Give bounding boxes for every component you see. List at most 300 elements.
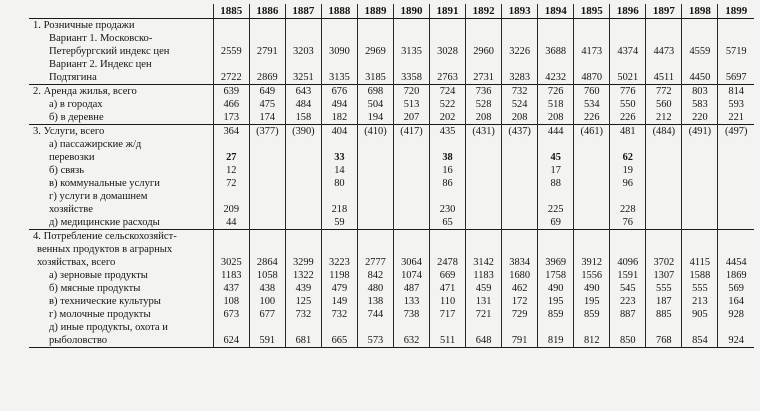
- value-cell: 110: [430, 295, 466, 308]
- value-cell: 673: [213, 308, 249, 321]
- value-cell: 1680: [502, 269, 538, 282]
- value-cell: [321, 32, 357, 45]
- year-header: 1885: [213, 4, 249, 19]
- value-cell: 2791: [249, 45, 285, 58]
- value-cell: 59: [321, 216, 357, 230]
- value-cell: 5697: [718, 71, 754, 85]
- value-cell: 172: [502, 295, 538, 308]
- value-cell: 38: [430, 151, 466, 164]
- value-cell: [357, 190, 393, 203]
- value-cell: [285, 321, 321, 334]
- value-cell: [574, 164, 610, 177]
- value-cell: [682, 19, 718, 33]
- row-label: Петербургский индекс цен: [49, 46, 170, 57]
- value-cell: [321, 243, 357, 256]
- value-cell: 125: [285, 295, 321, 308]
- value-cell: 194: [357, 111, 393, 125]
- value-cell: 438: [249, 282, 285, 295]
- value-cell: 3834: [502, 256, 538, 269]
- value-cell: [538, 243, 574, 256]
- value-cell: [285, 151, 321, 164]
- value-cell: 108: [213, 295, 249, 308]
- value-cell: 4511: [646, 71, 682, 85]
- value-cell: 555: [646, 282, 682, 295]
- value-cell: [646, 203, 682, 216]
- value-cell: 195: [574, 295, 610, 308]
- value-cell: [249, 243, 285, 256]
- value-cell: [213, 138, 249, 151]
- value-cell: 3688: [538, 45, 574, 58]
- value-cell: [393, 243, 429, 256]
- value-cell: 12: [213, 164, 249, 177]
- value-cell: 2864: [249, 256, 285, 269]
- value-cell: [285, 19, 321, 33]
- value-cell: 69: [538, 216, 574, 230]
- value-cell: 490: [538, 282, 574, 295]
- value-cell: 65: [430, 216, 466, 230]
- value-cell: 2777: [357, 256, 393, 269]
- value-cell: 2960: [466, 45, 502, 58]
- value-cell: 223: [610, 295, 646, 308]
- value-cell: 583: [682, 98, 718, 111]
- value-cell: 859: [538, 308, 574, 321]
- value-cell: 819: [538, 334, 574, 348]
- value-cell: [610, 190, 646, 203]
- value-cell: 3142: [466, 256, 502, 269]
- value-cell: [285, 216, 321, 230]
- value-cell: [502, 190, 538, 203]
- value-cell: 1322: [285, 269, 321, 282]
- value-cell: 480: [357, 282, 393, 295]
- row-label: 1. Розничные продажи: [29, 19, 213, 33]
- value-cell: [249, 58, 285, 71]
- row-label: в) коммунальные услуги: [49, 178, 160, 189]
- value-cell: [718, 243, 754, 256]
- value-cell: 158: [285, 111, 321, 125]
- value-cell: 182: [321, 111, 357, 125]
- value-cell: 3090: [321, 45, 357, 58]
- value-cell: [574, 138, 610, 151]
- value-cell: 721: [466, 308, 502, 321]
- value-cell: [321, 321, 357, 334]
- value-cell: 1198: [321, 269, 357, 282]
- value-cell: [682, 58, 718, 71]
- value-cell: [502, 216, 538, 230]
- value-cell: (437): [502, 125, 538, 139]
- value-cell: 404: [321, 125, 357, 139]
- value-cell: 208: [538, 111, 574, 125]
- value-cell: 3135: [321, 71, 357, 85]
- value-cell: (410): [357, 125, 393, 139]
- value-cell: 3912: [574, 256, 610, 269]
- value-cell: [610, 19, 646, 33]
- value-cell: 4232: [538, 71, 574, 85]
- value-cell: [646, 32, 682, 45]
- value-cell: 226: [574, 111, 610, 125]
- value-cell: 173: [213, 111, 249, 125]
- value-cell: [502, 243, 538, 256]
- value-cell: [466, 58, 502, 71]
- value-cell: [357, 321, 393, 334]
- value-cell: 676: [321, 85, 357, 99]
- value-cell: 729: [502, 308, 538, 321]
- value-cell: [249, 230, 285, 244]
- value-cell: [357, 151, 393, 164]
- value-cell: 3185: [357, 71, 393, 85]
- value-cell: [610, 321, 646, 334]
- value-cell: 736: [466, 85, 502, 99]
- value-cell: 62: [610, 151, 646, 164]
- value-cell: [321, 19, 357, 33]
- value-cell: [682, 190, 718, 203]
- value-cell: 221: [718, 111, 754, 125]
- value-cell: 732: [502, 85, 538, 99]
- value-cell: [249, 190, 285, 203]
- value-cell: [321, 138, 357, 151]
- value-cell: [646, 230, 682, 244]
- value-cell: [393, 216, 429, 230]
- value-cell: [502, 230, 538, 244]
- value-cell: [574, 203, 610, 216]
- value-cell: [285, 138, 321, 151]
- row-label: 2. Аренда жилья, всего: [29, 85, 213, 99]
- value-cell: [430, 243, 466, 256]
- value-cell: [466, 321, 502, 334]
- value-cell: 5021: [610, 71, 646, 85]
- value-cell: 814: [718, 85, 754, 99]
- value-cell: 803: [682, 85, 718, 99]
- table-row: [29, 164, 754, 177]
- value-cell: (491): [682, 125, 718, 139]
- value-cell: [213, 19, 249, 33]
- value-cell: 593: [718, 98, 754, 111]
- value-cell: [213, 321, 249, 334]
- table-row: [29, 98, 754, 111]
- value-cell: 639: [213, 85, 249, 99]
- value-cell: (431): [466, 125, 502, 139]
- value-cell: 225: [538, 203, 574, 216]
- table-row: [29, 295, 754, 308]
- value-cell: [249, 151, 285, 164]
- value-cell: [538, 190, 574, 203]
- row-label: перевозки: [49, 152, 95, 163]
- value-cell: 859: [574, 308, 610, 321]
- value-cell: 555: [682, 282, 718, 295]
- value-cell: [502, 177, 538, 190]
- value-cell: [393, 230, 429, 244]
- value-cell: [357, 58, 393, 71]
- value-cell: [574, 58, 610, 71]
- value-cell: 1869: [718, 269, 754, 282]
- value-cell: [718, 203, 754, 216]
- value-cell: (461): [574, 125, 610, 139]
- value-cell: [393, 164, 429, 177]
- value-cell: 16: [430, 164, 466, 177]
- row-label: а) в городах: [49, 99, 103, 110]
- value-cell: 643: [285, 85, 321, 99]
- value-cell: [357, 177, 393, 190]
- value-cell: 744: [357, 308, 393, 321]
- value-cell: 522: [430, 98, 466, 111]
- value-cell: 218: [321, 203, 357, 216]
- value-cell: [718, 32, 754, 45]
- value-cell: [502, 164, 538, 177]
- value-cell: [646, 216, 682, 230]
- value-cell: 732: [285, 308, 321, 321]
- value-cell: [249, 216, 285, 230]
- value-cell: (497): [718, 125, 754, 139]
- value-cell: [357, 230, 393, 244]
- value-cell: 195: [538, 295, 574, 308]
- value-cell: [682, 216, 718, 230]
- value-cell: 494: [321, 98, 357, 111]
- table-row: [29, 269, 754, 282]
- value-cell: [466, 203, 502, 216]
- table-row: [29, 45, 754, 58]
- value-cell: [249, 138, 285, 151]
- value-cell: [574, 177, 610, 190]
- value-cell: [718, 321, 754, 334]
- value-cell: 3358: [393, 71, 429, 85]
- table-row: [29, 85, 754, 99]
- value-cell: 698: [357, 85, 393, 99]
- table-row: [29, 203, 754, 216]
- value-cell: 45: [538, 151, 574, 164]
- value-cell: [393, 19, 429, 33]
- value-cell: 462: [502, 282, 538, 295]
- table-row: [29, 138, 754, 151]
- statistics-table: [29, 4, 754, 348]
- value-cell: [646, 151, 682, 164]
- value-cell: [646, 321, 682, 334]
- table-row: [29, 19, 754, 33]
- value-cell: [466, 190, 502, 203]
- row-label: хозяйствах, всего: [37, 257, 116, 268]
- value-cell: [646, 138, 682, 151]
- header-label-cell: [29, 4, 213, 19]
- value-cell: 776: [610, 85, 646, 99]
- value-cell: [502, 58, 538, 71]
- value-cell: 518: [538, 98, 574, 111]
- table-body: [29, 19, 754, 348]
- value-cell: 3251: [285, 71, 321, 85]
- value-cell: [466, 216, 502, 230]
- value-cell: 569: [718, 282, 754, 295]
- value-cell: 850: [610, 334, 646, 348]
- value-cell: 3028: [430, 45, 466, 58]
- value-cell: [357, 164, 393, 177]
- value-cell: 466: [213, 98, 249, 111]
- value-cell: 212: [646, 111, 682, 125]
- value-cell: [574, 19, 610, 33]
- value-cell: 33: [321, 151, 357, 164]
- row-label: 3. Услуги, всего: [29, 125, 213, 139]
- value-cell: 524: [502, 98, 538, 111]
- value-cell: [718, 58, 754, 71]
- value-cell: [213, 58, 249, 71]
- value-cell: 435: [430, 125, 466, 139]
- value-cell: 648: [466, 334, 502, 348]
- value-cell: 3226: [502, 45, 538, 58]
- value-cell: [466, 151, 502, 164]
- row-label: б) связь: [49, 165, 85, 176]
- value-cell: [646, 58, 682, 71]
- value-cell: 4559: [682, 45, 718, 58]
- value-cell: 534: [574, 98, 610, 111]
- value-cell: [682, 243, 718, 256]
- value-cell: [393, 321, 429, 334]
- row-label: д) медицинские расходы: [49, 217, 160, 228]
- value-cell: [213, 230, 249, 244]
- value-cell: 1183: [466, 269, 502, 282]
- value-cell: 504: [357, 98, 393, 111]
- value-cell: [393, 190, 429, 203]
- value-cell: [285, 58, 321, 71]
- value-cell: 528: [466, 98, 502, 111]
- value-cell: 2722: [213, 71, 249, 85]
- row-label: 4. Потребление сельскохозяйст-: [29, 230, 213, 244]
- value-cell: 86: [430, 177, 466, 190]
- value-cell: [610, 243, 646, 256]
- value-cell: [213, 190, 249, 203]
- value-cell: [538, 321, 574, 334]
- value-cell: 133: [393, 295, 429, 308]
- value-cell: 220: [682, 111, 718, 125]
- value-cell: [718, 164, 754, 177]
- value-cell: [213, 32, 249, 45]
- value-cell: 545: [610, 282, 646, 295]
- value-cell: 560: [646, 98, 682, 111]
- value-cell: [357, 19, 393, 33]
- value-cell: [502, 19, 538, 33]
- table-row: [29, 230, 754, 244]
- value-cell: 1307: [646, 269, 682, 282]
- year-header: 1890: [393, 4, 429, 19]
- value-cell: 1058: [249, 269, 285, 282]
- row-label: венных продуктов в аграрных: [37, 244, 173, 255]
- value-cell: (377): [249, 125, 285, 139]
- value-cell: 924: [718, 334, 754, 348]
- value-cell: 27: [213, 151, 249, 164]
- value-cell: 905: [682, 308, 718, 321]
- value-cell: 138: [357, 295, 393, 308]
- value-cell: [682, 164, 718, 177]
- value-cell: 208: [502, 111, 538, 125]
- value-cell: (484): [646, 125, 682, 139]
- value-cell: 887: [610, 308, 646, 321]
- value-cell: 490: [574, 282, 610, 295]
- value-cell: [285, 230, 321, 244]
- value-cell: 3299: [285, 256, 321, 269]
- table-row: [29, 177, 754, 190]
- value-cell: 1556: [574, 269, 610, 282]
- value-cell: 2763: [430, 71, 466, 85]
- value-cell: 573: [357, 334, 393, 348]
- value-cell: [393, 58, 429, 71]
- value-cell: 187: [646, 295, 682, 308]
- value-cell: [502, 203, 538, 216]
- value-cell: [285, 203, 321, 216]
- value-cell: [718, 151, 754, 164]
- value-cell: [357, 243, 393, 256]
- value-cell: 444: [538, 125, 574, 139]
- value-cell: [574, 32, 610, 45]
- year-header: 1895: [574, 4, 610, 19]
- value-cell: 4450: [682, 71, 718, 85]
- value-cell: [430, 58, 466, 71]
- year-header: 1898: [682, 4, 718, 19]
- value-cell: 17: [538, 164, 574, 177]
- value-cell: [682, 151, 718, 164]
- value-cell: 726: [538, 85, 574, 99]
- value-cell: [466, 164, 502, 177]
- value-cell: [321, 190, 357, 203]
- value-cell: 677: [249, 308, 285, 321]
- value-cell: 4473: [646, 45, 682, 58]
- row-label: б) мясные продукты: [49, 283, 141, 294]
- value-cell: 44: [213, 216, 249, 230]
- value-cell: [393, 138, 429, 151]
- value-cell: 174: [249, 111, 285, 125]
- year-header: 1892: [466, 4, 502, 19]
- value-cell: [430, 19, 466, 33]
- year-header: 1888: [321, 4, 357, 19]
- value-cell: 4096: [610, 256, 646, 269]
- table-row: [29, 71, 754, 85]
- row-label: г) услуги в домашнем: [49, 191, 148, 202]
- value-cell: 681: [285, 334, 321, 348]
- value-cell: [249, 164, 285, 177]
- value-cell: [574, 151, 610, 164]
- value-cell: [610, 230, 646, 244]
- value-cell: [718, 177, 754, 190]
- value-cell: 3064: [393, 256, 429, 269]
- value-cell: 2559: [213, 45, 249, 58]
- value-cell: 4115: [682, 256, 718, 269]
- value-cell: 209: [213, 203, 249, 216]
- value-cell: 632: [393, 334, 429, 348]
- value-cell: 768: [646, 334, 682, 348]
- value-cell: [502, 321, 538, 334]
- value-cell: [249, 321, 285, 334]
- value-cell: 213: [682, 295, 718, 308]
- value-cell: 2731: [466, 71, 502, 85]
- table-row: [29, 151, 754, 164]
- value-cell: 164: [718, 295, 754, 308]
- value-cell: 720: [393, 85, 429, 99]
- value-cell: 484: [285, 98, 321, 111]
- value-cell: 649: [249, 85, 285, 99]
- value-cell: 854: [682, 334, 718, 348]
- value-cell: [718, 230, 754, 244]
- value-cell: [285, 190, 321, 203]
- value-cell: 1183: [213, 269, 249, 282]
- value-cell: (390): [285, 125, 321, 139]
- table-row: [29, 125, 754, 139]
- value-cell: 364: [213, 125, 249, 139]
- value-cell: 1591: [610, 269, 646, 282]
- value-cell: 2869: [249, 71, 285, 85]
- value-cell: [718, 190, 754, 203]
- value-cell: 4454: [718, 256, 754, 269]
- value-cell: 2969: [357, 45, 393, 58]
- value-cell: [538, 138, 574, 151]
- value-cell: [538, 230, 574, 244]
- value-cell: [646, 177, 682, 190]
- value-cell: [393, 151, 429, 164]
- row-label: Подтягина: [49, 72, 97, 83]
- value-cell: [682, 230, 718, 244]
